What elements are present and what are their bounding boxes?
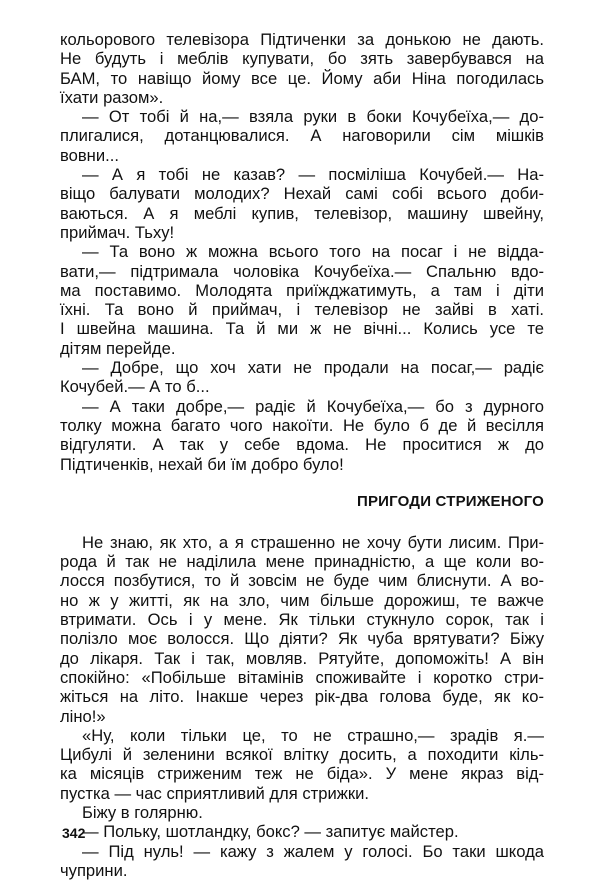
- text-line: І швейна машина. Та й ми ж не вічні... Колись усе те: [60, 319, 544, 339]
- text-line: Не будуть і меблів купувати, бо зять завербувався на: [60, 49, 544, 69]
- text-line: віщо балувати молодих? Нехай самі собі всього доби-: [60, 184, 544, 204]
- chapter-heading: ПРИГОДИ СТРИЖЕНОГО: [356, 492, 544, 510]
- text-line: Біжу в голярню.: [82, 802, 203, 822]
- text-line: до лікаря. Так і так, мовляв. Рятуйте, допоможіть! А він: [60, 648, 544, 668]
- text-line: дітям перейде.: [60, 338, 176, 358]
- text-line: — Під нуль! — кажу з жалем у голосі. Бо таки шкода: [82, 841, 544, 861]
- text-line: жіться на літо. Інакше через рік-два голова буде, як ко-: [60, 687, 544, 707]
- text-line: плигалися, дотанцювалися. А наговорили сім мішків: [60, 126, 544, 146]
- text-line: рода й так не наділила мене принадністю, а ще коли во-: [60, 552, 544, 572]
- text-line: Кочубей.— А то б...: [60, 377, 210, 397]
- text-line: но ж у житті, як на зло, чим більше дорожиш, те важче: [60, 590, 544, 610]
- text-line: кольорового телевізора Підтиченки за донькою не дають.: [60, 30, 544, 49]
- text-line: ка місяців стриженим теж не біда». У мене якраз від-: [60, 764, 544, 784]
- text-line: — А таки добре,— радіє й Кочубеїха,— бо з дурного: [82, 396, 544, 416]
- text-line: ма поставимо. Молодята приїжджатимуть, а там і діти: [60, 280, 544, 300]
- text-line: — Та воно ж можна всього того на посаг і не відда-: [82, 242, 544, 262]
- text-line: толку можна багато чого накоїти. Не було б де й весілля: [60, 415, 544, 435]
- text-line: їхати разом».: [60, 87, 164, 107]
- text-line: БАМ, то навіщо йому все це. Йому аби Ніна погодилась: [60, 68, 544, 88]
- text-line: пустка — час сприятливий для стрижки.: [60, 783, 369, 803]
- text-line: — От тобі й на,— взяла руки в боки Кочубеїха,— до-: [82, 107, 544, 127]
- text-line: ліно!»: [60, 706, 106, 726]
- text-line: чуприни.: [60, 860, 128, 880]
- text-line: їхні. Та воно й приймач, і телевізор не зайві в хаті.: [60, 300, 544, 320]
- text-line: — Польку, шотландку, бокс? — запитує майстер.: [82, 822, 459, 842]
- text-section-1: [60, 30, 544, 474]
- text-line: втримати. Ось і у мене. Як тільки стукнуло сорок, так і: [60, 610, 544, 630]
- text-line: полізло моє волосся. Що діяти? Як чуба врятувати? Біжу: [60, 629, 544, 649]
- text-line: спокійно: «Побільше вітамінів споживайте і коротко стри-: [60, 667, 544, 687]
- text-line: — Добре, що хоч хати не продали на посаг,— радіє: [82, 358, 544, 378]
- text-line: приймач. Тьху!: [60, 222, 175, 242]
- text-line: вати,— підтримала чоловіка Кочубеїха.— Спальню вдо-: [60, 261, 544, 281]
- text-line: — А я тобі не казав? — посміліша Кочубей.— На-: [82, 165, 544, 185]
- text-line: лосся позбутися, то й зовсім не буде чим блиснути. А во-: [60, 571, 544, 591]
- text-line: Не знаю, як хто, а я страшенно не хочу бути лисим. При-: [82, 532, 544, 552]
- text-line: Підтиченків, нехай би їм добро було!: [60, 454, 344, 474]
- text-line: відгуляти. А так у себе вдома. Не проситися ж до: [60, 435, 544, 455]
- text-line: Цибулі й зеленини всякої влітку досить, а походити кіль-: [60, 745, 544, 765]
- page-number: 342: [62, 825, 86, 841]
- text-section-2: [60, 533, 544, 880]
- text-line: ваються. А я меблі купив, телевізор, машину швейну,: [60, 203, 544, 223]
- text-line: вовни...: [60, 145, 119, 165]
- text-line: «Ну, коли тільки це, то не страшно,— зрадів я.—: [82, 725, 544, 745]
- book-page: [60, 30, 544, 880]
